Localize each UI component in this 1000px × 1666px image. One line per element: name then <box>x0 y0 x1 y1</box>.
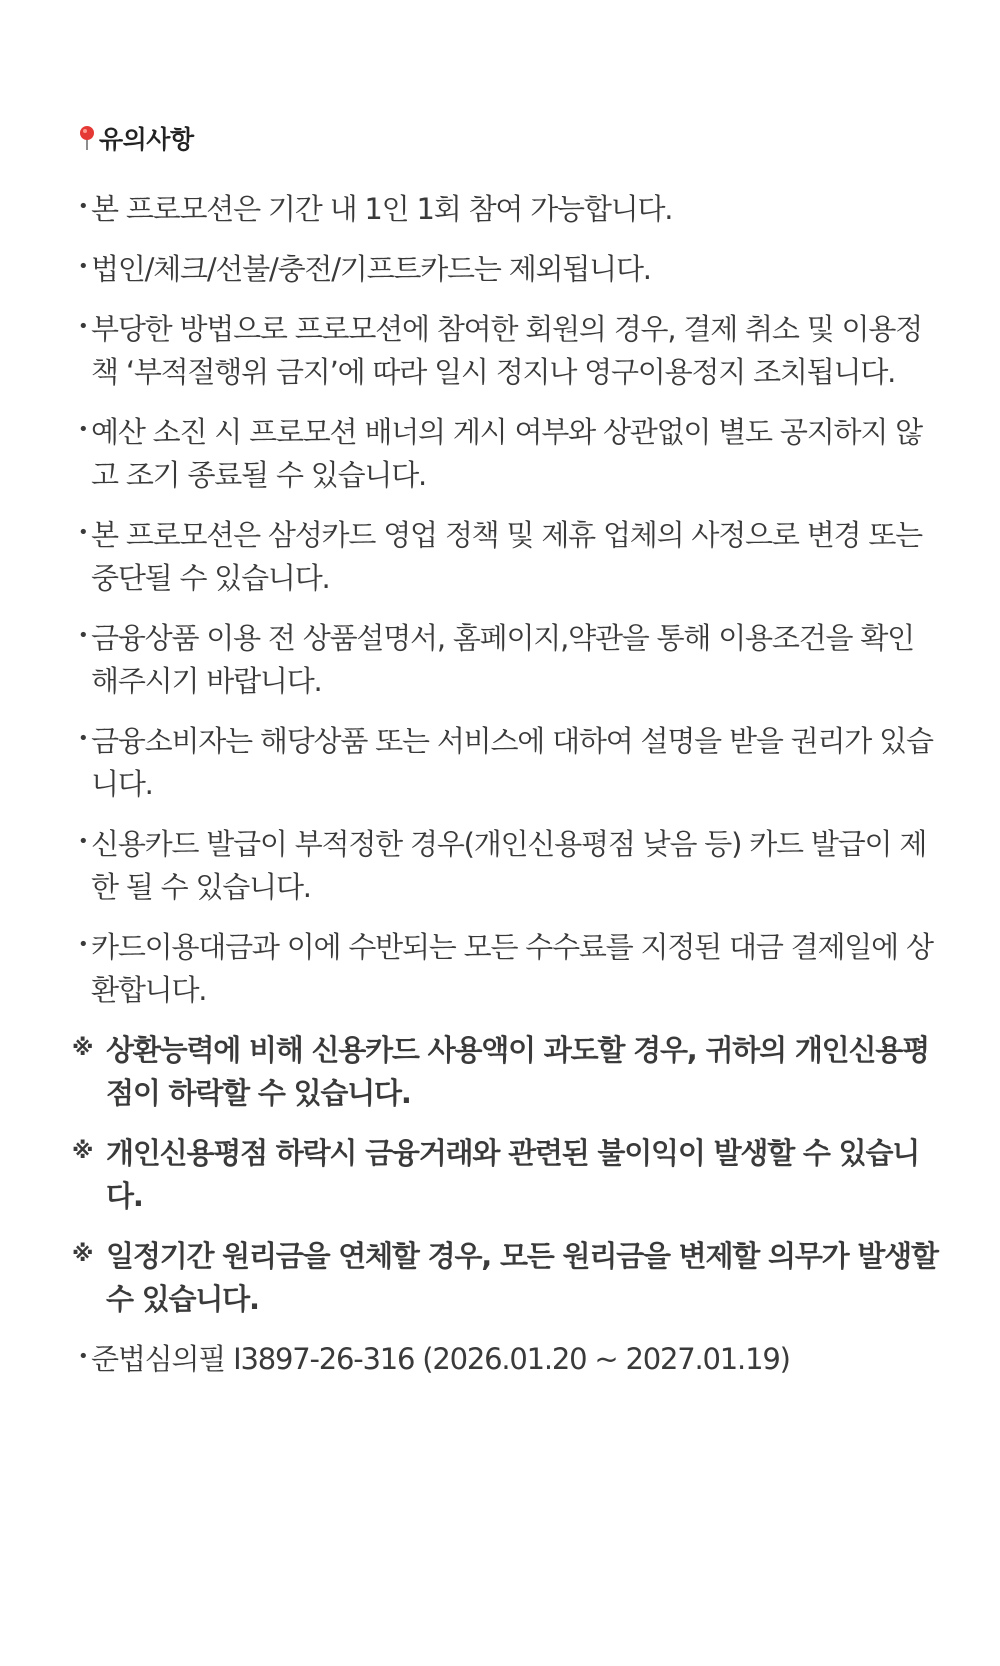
notice-item-text: 부당한 방법으로 프로모션에 참여한 회원의 경우, 결제 취소 및 이용정책 ‘부적절행위 금지’에 따라 일시 정지나 영구이용정지 조치됩니다. <box>91 312 922 389</box>
notice-item <box>78 514 940 600</box>
bullet-marker: • <box>78 728 88 749</box>
notice-item-text: 본 프로모션은 기간 내 1인 1회 참여 가능합니다. <box>91 192 673 226</box>
notice-item-text: 법인/체크/선불/충전/기프트카드는 제외됩니다. <box>91 252 651 286</box>
notice-item-text: 금융소비자는 해당상품 또는 서비스에 대하여 설명을 받을 권리가 있습니다. <box>91 724 933 801</box>
notice-header <box>78 118 940 158</box>
bullet-marker: • <box>78 256 88 277</box>
bullet-marker: • <box>78 934 88 955</box>
notice-item <box>78 1338 940 1381</box>
pushpin-icon <box>78 125 96 151</box>
notice-item <box>78 720 940 806</box>
bullet-marker: • <box>78 625 88 646</box>
warning-marker: ※ <box>72 1139 93 1164</box>
notice-item-text: 카드이용대금과 이에 수반되는 모든 수수료를 지정된 대금 결제일에 상환합니다. <box>91 930 933 1007</box>
warning-item <box>72 1235 940 1321</box>
bullet-marker: • <box>78 316 88 337</box>
bullet-marker: • <box>78 831 88 852</box>
notice-item-text: 금융상품 이용 전 상품설명서, 홈페이지,약관을 통해 이용조건을 확인해주시기 바랍니다. <box>91 621 914 698</box>
notice-item <box>78 248 940 291</box>
notice-item <box>78 308 940 394</box>
warning-item <box>72 1132 940 1218</box>
notice-item <box>78 188 940 231</box>
bullet-marker: • <box>78 196 88 217</box>
warning-item-text: 개인신용평점 하락시 금융거래와 관련된 불이익이 발생할 수 있습니다. <box>106 1136 920 1213</box>
notice-item <box>78 617 940 703</box>
warning-marker: ※ <box>72 1036 93 1061</box>
notice-item <box>78 411 940 497</box>
notice-item-text: 준법심의필 I3897-26-316 (2026.01.20 ~ 2027.01.19) <box>91 1342 790 1376</box>
notice-list <box>72 188 940 1381</box>
notice-item-text: 신용카드 발급이 부적정한 경우(개인신용평점 낮음 등) 카드 발급이 제한 될 수 있습니다. <box>91 827 927 904</box>
bullet-marker: • <box>78 419 88 440</box>
notice-item-text: 본 프로모션은 삼성카드 영업 정책 및 제휴 업체의 사정으로 변경 또는 중단될 수 있습니다. <box>91 518 922 595</box>
notice-item <box>78 823 940 909</box>
warning-item-text: 상환능력에 비해 신용카드 사용액이 과도할 경우, 귀하의 개인신용평점이 하락할 수 있습니다. <box>106 1033 929 1110</box>
notice-item <box>78 926 940 1012</box>
bullet-marker: • <box>78 522 88 543</box>
notice-title: 유의사항 <box>99 125 194 154</box>
warning-item <box>72 1029 940 1115</box>
notice-item-text: 예산 소진 시 프로모션 배너의 게시 여부와 상관없이 별도 공지하지 않고 조기 종료될 수 있습니다. <box>91 415 922 492</box>
warning-item-text: 일정기간 원리금을 연체할 경우, 모든 원리금을 변제할 의무가 발생할 수 있습니다. <box>106 1239 938 1316</box>
warning-marker: ※ <box>72 1242 93 1267</box>
bullet-marker: • <box>78 1346 88 1367</box>
